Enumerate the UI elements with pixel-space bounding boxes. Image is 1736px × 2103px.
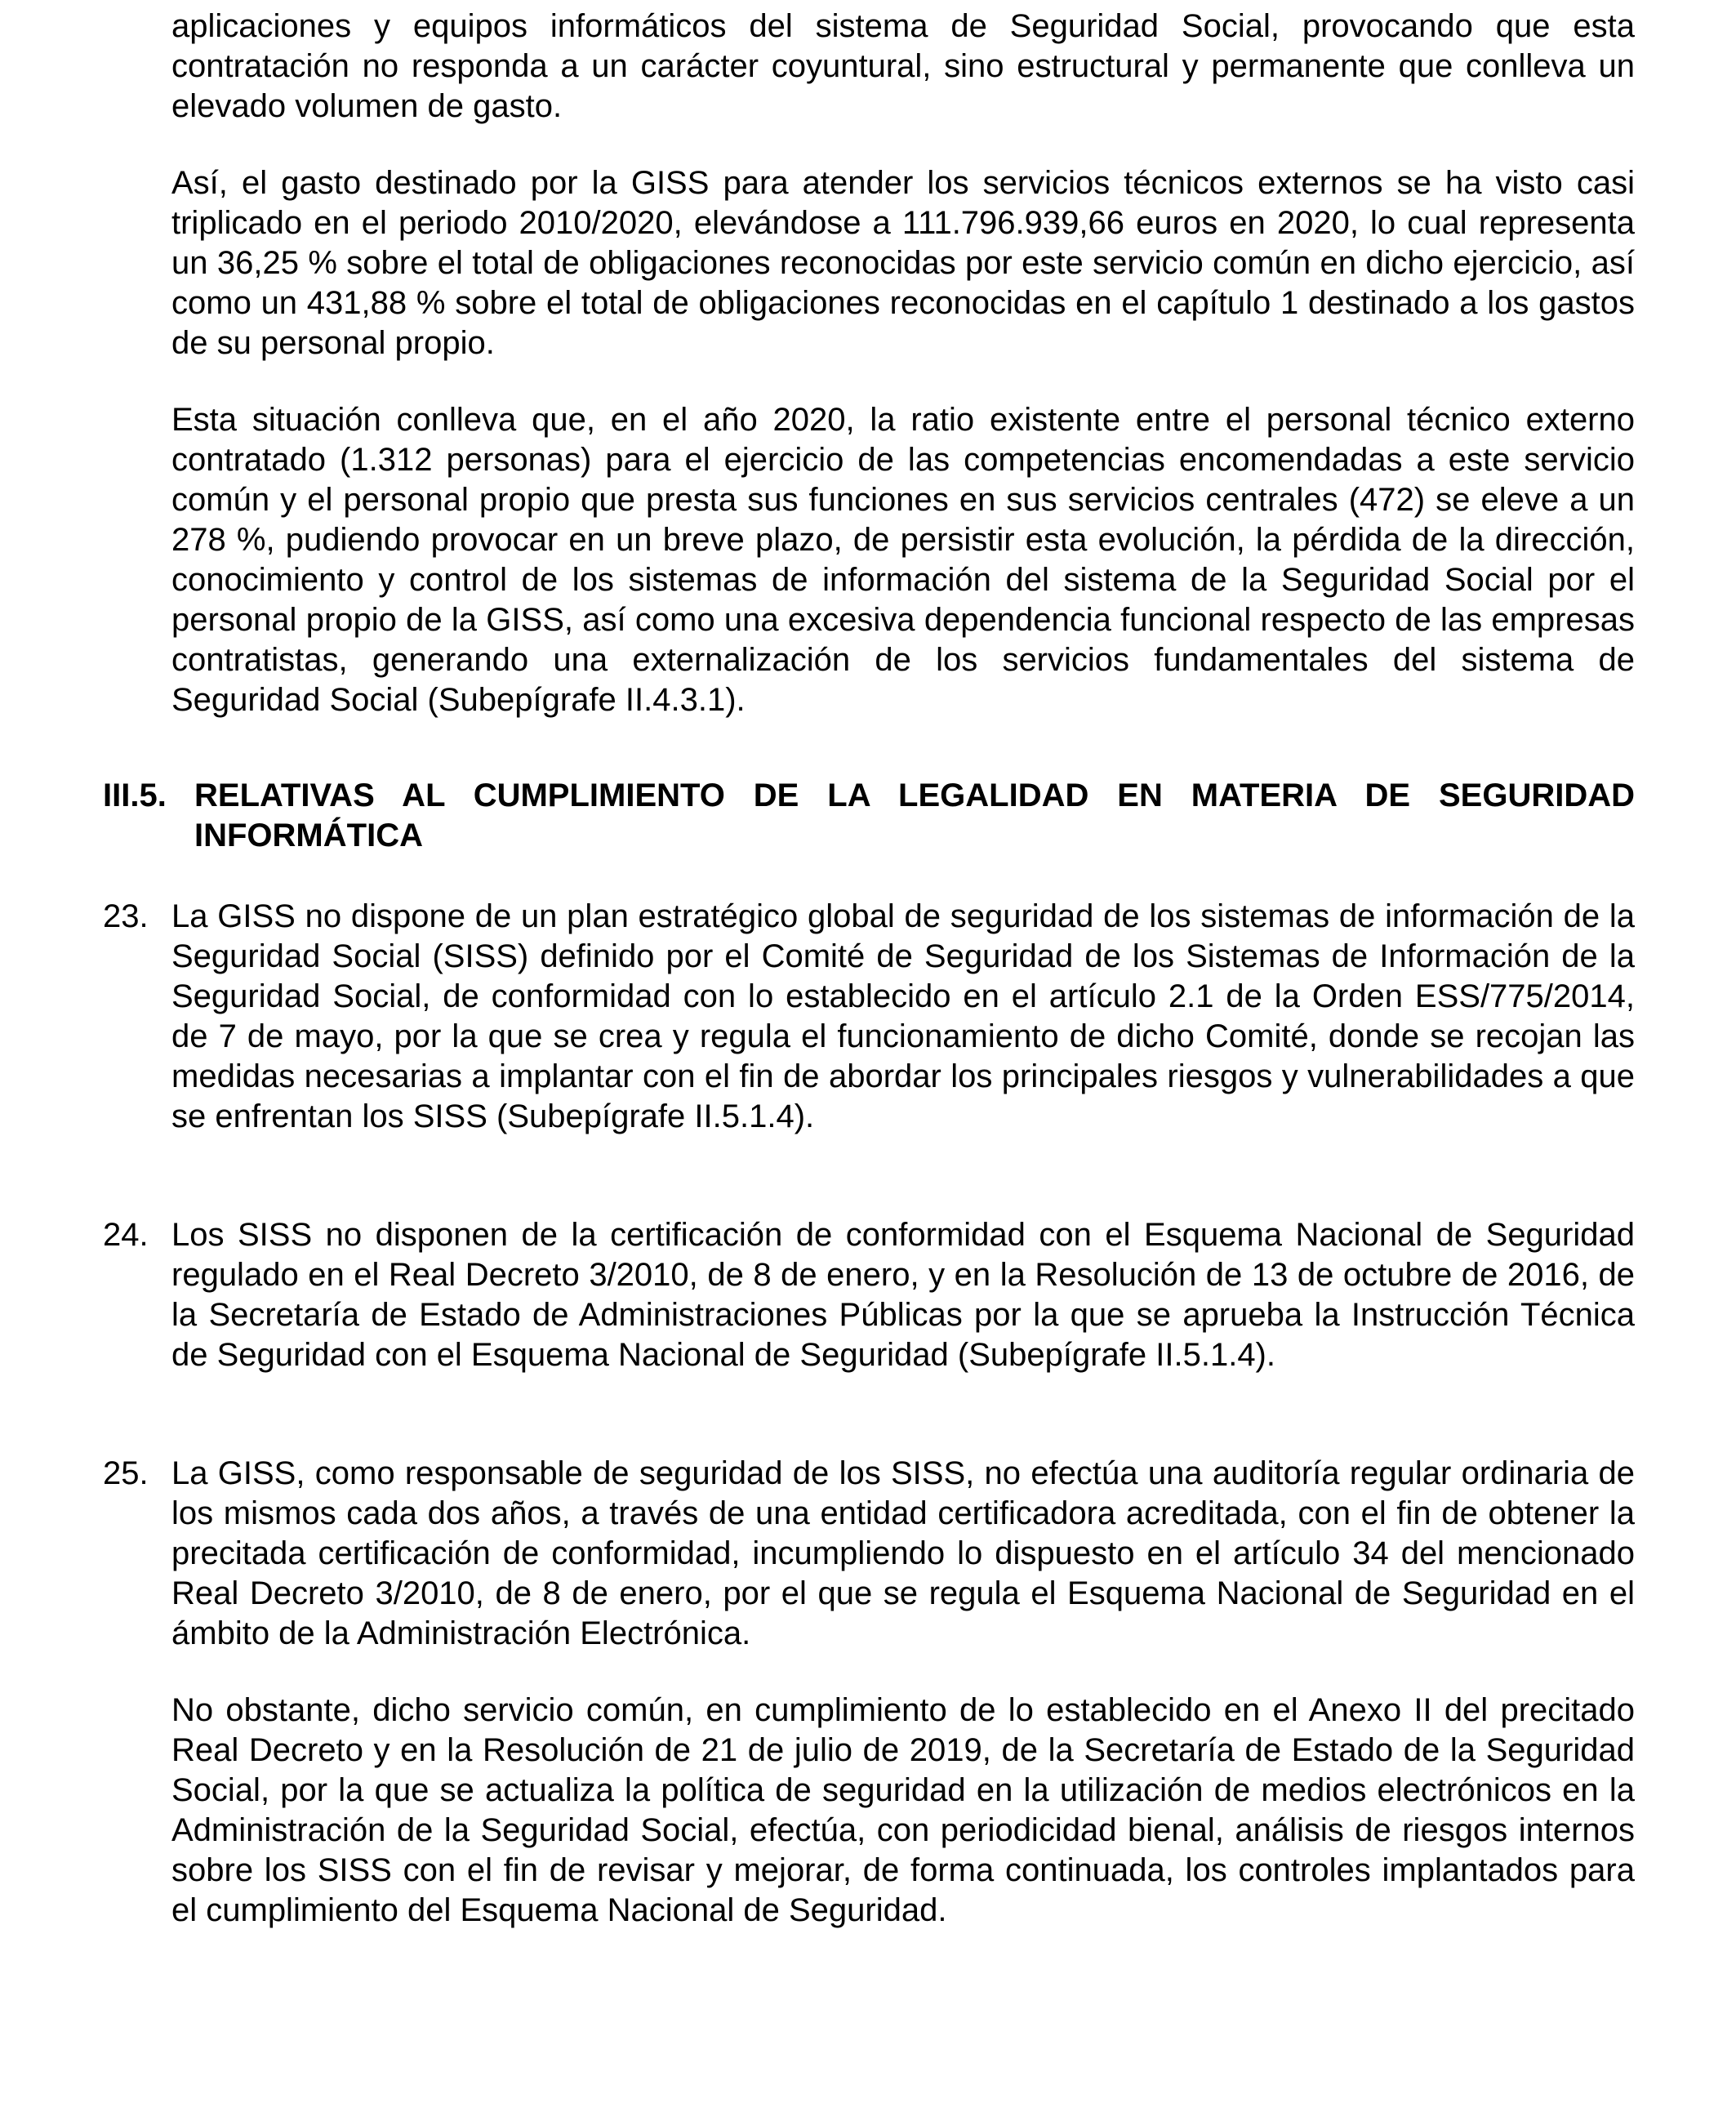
section-number: III.5. bbox=[103, 777, 167, 813]
list-item-number: 25. bbox=[103, 1455, 149, 1491]
list-item-text: La GISS, como responsable de seguridad de los SISS, no efectúa una auditoría regular ordinaria de los mismos cada dos años, a través de una entidad certificadora acreditada, con el fin de obtener la precitada certificación de conformidad, incumpliendo lo dispuesto en el artículo 34 del mencionado Real Decreto 3/2010, de 8 de enero, por el que se regula el Esquema Nacional de Seguridad en el ámbito de la Administración Electrónica. bbox=[171, 1455, 1635, 1651]
section-title: RELATIVAS AL CUMPLIMIENTO DE LA LEGALIDAD EN MATERIA DE SEGURIDAD INFORMÁTICA bbox=[194, 777, 1635, 853]
paragraph-personnel-ratio: Esta situación conlleva que, en el año 2020, la ratio existente entre el personal técnico externo contratado (1.312 personas) para el ejercicio de las competencias encomendadas a este servicio común y el personal propio que presta sus funciones en sus servicios centrales (472) se eleve a un 278 %, pudiendo provocar en un breve plazo, de persistir esta evolución, la pérdida de la dirección, conocimiento y control de los sistemas de información del sistema de la Seguridad Social por el personal propio de la GISS, así como una excesiva dependencia funcional respecto de las empresas contratistas, generando una externalización de los servicios fundamentales del sistema de Seguridad Social (Subepígrafe II.4.3.1). bbox=[171, 402, 1635, 718]
paragraph-closing: No obstante, dicho servicio común, en cumplimiento de lo establecido en el Anexo II del precitado Real Decreto y en la Resolución de 21 de julio de 2019, de la Secretaría de Estado de la Seguridad Social, por la que se actualiza la política de seguridad en la utilización de medios electrónicos en la Administración de la Seguridad Social, efectúa, con periodicidad bienal, análisis de riesgos internos sobre los SISS con el fin de revisar y mejorar, de forma continuada, los controles implantados para el cumplimiento del Esquema Nacional de Seguridad. bbox=[171, 1692, 1635, 1928]
list-item-text: La GISS no dispone de un plan estratégico global de seguridad de los sistemas de información de la Seguridad Social (SISS) definido por el Comité de Seguridad de los Sistemas de Información de la Seguridad Social, de conformidad con lo establecido en el artículo 2.1 de la Orden ESS/775/2014, de 7 de mayo, por la que se crea y regula el funcionamiento de dicho Comité, donde se recojan las medidas necesarias a implantar con el fin de abordar los principales riesgos y vulnerabilidades a que se enfrentan los SISS (Subepígrafe II.5.1.4). bbox=[171, 898, 1635, 1134]
list-item-text: Los SISS no disponen de la certificación de conformidad con el Esquema Nacional de Seguridad regulado en el Real Decreto 3/2010, de 8 de enero, y en la Resolución de 13 de octubre de 2016, de la Secretaría de Estado de Administraciones Públicas por la que se aprueba la Instrucción Técnica de Seguridad con el Esquema Nacional de Seguridad (Subepígrafe II.5.1.4). bbox=[171, 1217, 1635, 1373]
list-item-number: 23. bbox=[103, 898, 149, 934]
paragraph-external-spending: Así, el gasto destinado por la GISS para atender los servicios técnicos externos se ha visto casi triplicado en el periodo 2010/2020, elevándose a 111.796.939,66 euros en 2020, lo cual representa un 36,25 % sobre el total de obligaciones reconocidas por este servicio común en dicho ejercicio, así como un 431,88 % sobre el total de obligaciones reconocidas en el capítulo 1 destinado a los gastos de su personal propio. bbox=[171, 165, 1635, 361]
list-item-number: 24. bbox=[103, 1217, 149, 1253]
paragraph-intro-continuation: aplicaciones y equipos informáticos del sistema de Seguridad Social, provocando que esta contratación no responda a un carácter coyuntural, sino estructural y permanente que conlleva un elevado volumen de gasto. bbox=[171, 8, 1635, 124]
